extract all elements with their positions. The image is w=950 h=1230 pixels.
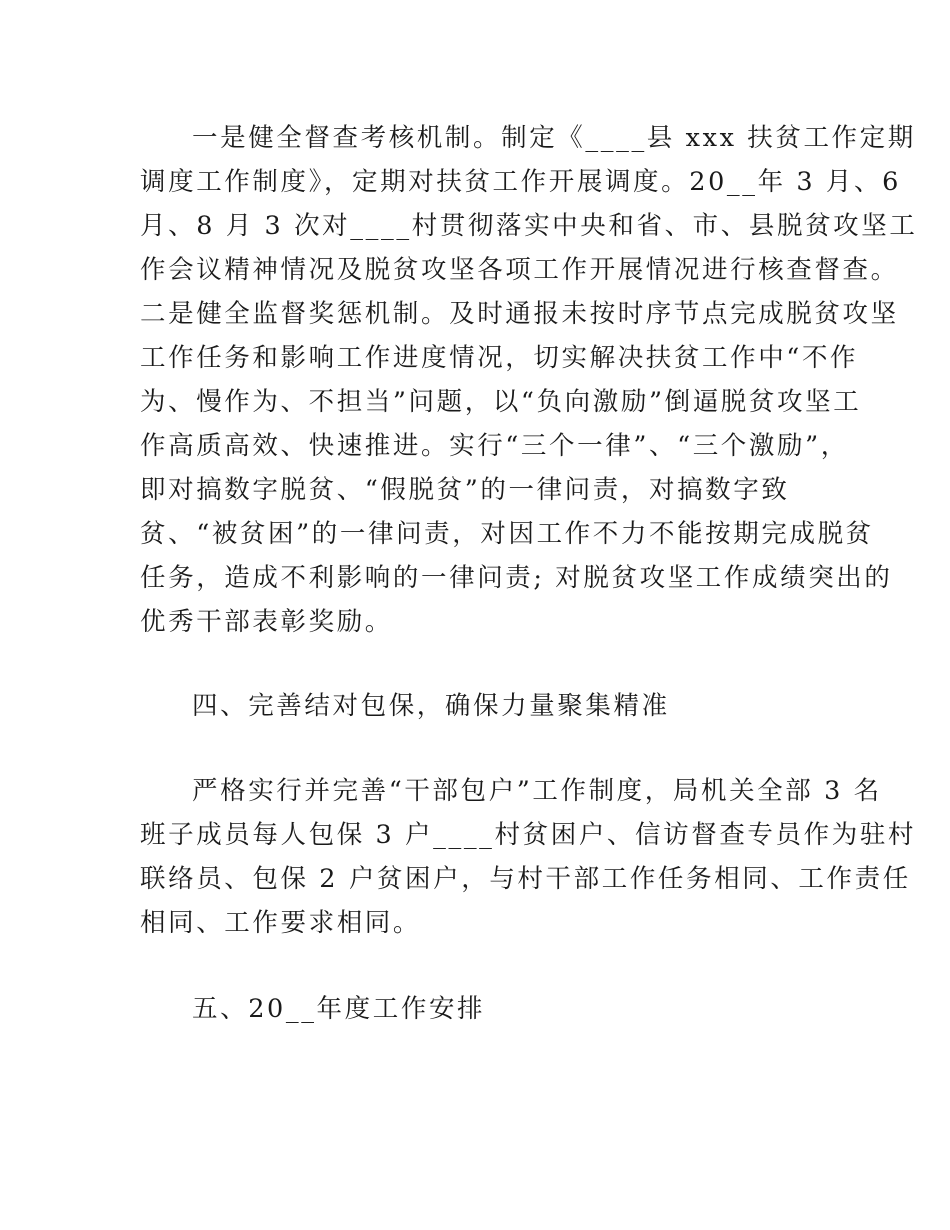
text-line: 严格实行并完善“干部包户”工作制度，局机关全部 3 名 (192, 776, 882, 806)
section-heading-4: 四、完善结对包保，确保力量聚集精准 (192, 691, 670, 721)
text-line: 优秀干部表彰奖励。 (140, 607, 393, 637)
text-line: 即对搞数字脱贫、“假脱贫”的一律问责，对搞数字致 (140, 475, 790, 505)
text-line: 任务，造成不利影响的一律问责; 对脱贫攻坚工作成绩突出的 (140, 563, 893, 593)
text-line: 为、慢作为、不担当”问题，以“负向激励”倒逼脱贫攻坚工 (140, 387, 862, 417)
text-line: 相同、工作要求相同。 (140, 908, 422, 938)
text-line: 作会议精神情况及脱贫攻坚各项工作开展情况进行核查督查。 (140, 255, 899, 285)
text-line: 工作任务和影响工作进度情况，切实解决扶贫工作中“不作 (140, 343, 859, 373)
text-line: 贫、“被贫困”的一律问责，对因工作不力不能按期完成脱贫 (140, 519, 874, 549)
text-line: 班子成员每人包保 3 户____村贫困户、信访督查专员作为驻村 (140, 820, 917, 850)
section-heading-5: 五、20__年度工作安排 (192, 994, 486, 1024)
text-line: 联络员、包保 2 户贫困户，与村干部工作任务相同、工作责任 (140, 864, 911, 894)
text-line: 一是健全督查考核机制。制定《____县 xxx 扶贫工作定期 (192, 123, 916, 153)
text-line: 调度工作制度》，定期对扶贫工作开展调度。20__年 3 月、6 (140, 167, 901, 197)
text-line: 作高质高效、快速推进。实行“三个一律”、“三个激励”， (140, 431, 849, 461)
text-line: 二是健全监督奖惩机制。及时通报未按时序节点完成脱贫攻坚 (140, 299, 899, 329)
text-line: 月、8 月 3 次对____村贯彻落实中央和省、市、县脱贫攻坚工 (140, 211, 918, 241)
